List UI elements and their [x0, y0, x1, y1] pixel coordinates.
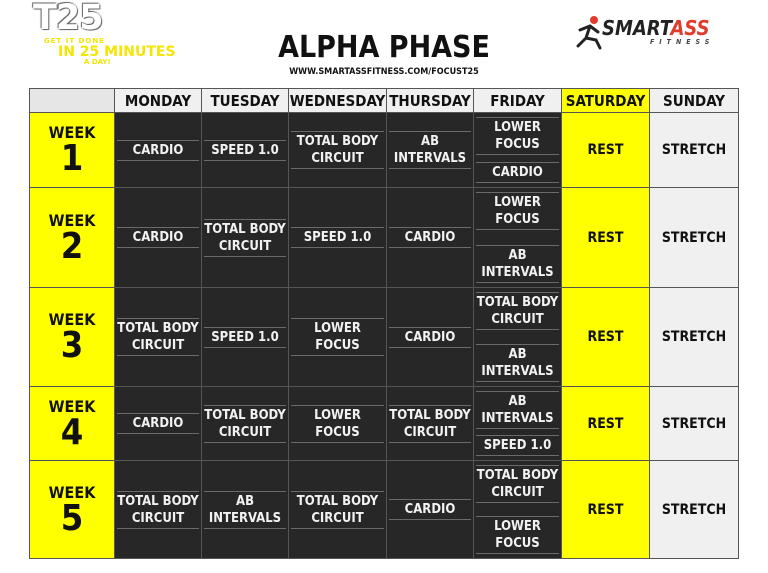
rest-cell-saturday: REST: [562, 113, 650, 188]
week-number: 5: [60, 497, 84, 539]
workout-label: AB INTERVALS: [389, 131, 471, 169]
workout-label: AB INTERVALS: [476, 391, 559, 429]
workout-cell-wednesday: [289, 188, 387, 288]
workout-cell-friday: [474, 387, 562, 461]
workout-label: TOTAL BODY CIRCUIT: [204, 219, 286, 257]
workout-label: TOTAL BODY CIRCUIT: [389, 405, 471, 443]
rest-cell-saturday: REST: [562, 387, 650, 461]
workout-label: LOWER FOCUS: [291, 405, 384, 443]
week-row-5: [30, 461, 739, 559]
rest-cell-saturday: REST: [562, 461, 650, 559]
week-cell: [30, 461, 115, 559]
schedule-table: [29, 88, 739, 559]
workout-label: AB INTERVALS: [476, 344, 559, 382]
workout-label: AB INTERVALS: [476, 245, 559, 283]
workout-cell-wednesday: [289, 113, 387, 188]
col-header-thursday: THURSDAY: [387, 89, 474, 113]
workout-cell-monday: [115, 387, 202, 461]
week-cell: [30, 188, 115, 288]
workout-label: LOWER FOCUS: [476, 117, 559, 155]
stretch-cell-sunday: STRETCH: [650, 387, 739, 461]
col-header-monday: MONDAY: [115, 89, 202, 113]
workout-cell-friday: [474, 461, 562, 559]
week-row-4: [30, 387, 739, 461]
week-label: WEEK: [48, 123, 96, 142]
smartass-logo-word-a: SMART: [602, 16, 671, 40]
workout-label: SPEED 1.0: [476, 435, 559, 456]
workout-label: CARDIO: [389, 327, 471, 348]
workout-label: CARDIO: [476, 162, 559, 183]
workout-label: LOWER FOCUS: [291, 318, 384, 356]
workout-label: LOWER FOCUS: [476, 192, 559, 230]
week-row-1: [30, 113, 739, 188]
rest-cell-saturday: REST: [562, 188, 650, 288]
col-header-wednesday: WEDNESDAY: [289, 89, 387, 113]
workout-label: CARDIO: [117, 227, 199, 248]
week-cell: [30, 288, 115, 387]
stretch-cell-sunday: STRETCH: [650, 461, 739, 559]
stretch-cell-sunday: STRETCH: [650, 288, 739, 387]
t25-tagline-line1: GET IT DONE: [44, 37, 105, 45]
workout-label: TOTAL BODY CIRCUIT: [291, 491, 384, 529]
week-number: 2: [60, 225, 84, 267]
workout-cell-tuesday: [202, 188, 289, 288]
page-url: WWW.SMARTASSFITNESS.COM/FOCUST25: [289, 67, 479, 77]
week-row-2: [30, 188, 739, 288]
week-label: WEEK: [48, 210, 96, 230]
workout-cell-thursday: [387, 188, 474, 288]
workout-label: TOTAL BODY CIRCUIT: [204, 405, 286, 443]
week-label: WEEK: [48, 310, 96, 329]
workout-cell-tuesday: [202, 461, 289, 559]
workout-label: AB INTERVALS: [204, 491, 286, 529]
workout-cell-thursday: [387, 288, 474, 387]
smartass-logo-word-b: ASS: [670, 16, 710, 40]
workout-label: TOTAL BODY CIRCUIT: [291, 131, 384, 169]
workout-label: TOTAL BODY CIRCUIT: [476, 465, 559, 503]
workout-cell-monday: [115, 188, 202, 288]
workout-label: SPEED 1.0: [204, 140, 286, 161]
week-number: 4: [60, 411, 84, 453]
week-number: 1: [60, 138, 84, 179]
workout-label: TOTAL BODY CIRCUIT: [117, 491, 199, 529]
week-number: 3: [60, 325, 84, 366]
workout-cell-wednesday: [289, 288, 387, 387]
header-corner: [30, 89, 115, 113]
workout-cell-wednesday: [289, 461, 387, 559]
workout-cell-monday: [115, 461, 202, 559]
runner-icon: [574, 14, 604, 50]
week-cell: [30, 387, 115, 461]
page-title: ALPHA PHASE: [278, 30, 490, 65]
rest-cell-saturday: REST: [562, 288, 650, 387]
workout-label: CARDIO: [389, 499, 471, 520]
t25-tagline-line3: A DAY!: [84, 58, 111, 66]
workout-cell-tuesday: [202, 288, 289, 387]
col-header-tuesday: TUESDAY: [202, 89, 289, 113]
workout-label: TOTAL BODY CIRCUIT: [117, 318, 199, 356]
smartass-logo-sub: FITNESS: [650, 38, 715, 46]
stretch-cell-sunday: STRETCH: [650, 113, 739, 188]
workout-label: SPEED 1.0: [291, 227, 384, 248]
stretch-cell-sunday: STRETCH: [650, 188, 739, 288]
workout-cell-monday: [115, 113, 202, 188]
workout-cell-monday: [115, 288, 202, 387]
t25-tagline-line2: IN 25 MINUTES: [58, 44, 176, 60]
t25-logo-brand: T25: [33, 0, 103, 38]
col-header-sunday: SUNDAY: [650, 89, 739, 113]
week-label: WEEK: [48, 396, 96, 416]
workout-label: TOTAL BODY CIRCUIT: [476, 292, 559, 330]
workout-cell-friday: [474, 288, 562, 387]
col-header-friday: FRIDAY: [474, 89, 562, 113]
workout-label: SPEED 1.0: [204, 327, 286, 348]
smartass-fitness-logo: [574, 14, 734, 54]
smartass-logo-word: [602, 16, 710, 40]
workout-cell-thursday: [387, 461, 474, 559]
workout-cell-tuesday: [202, 387, 289, 461]
workout-cell-thursday: [387, 113, 474, 188]
workout-cell-friday: [474, 188, 562, 288]
workout-cell-thursday: [387, 387, 474, 461]
workout-label: CARDIO: [117, 140, 199, 161]
header-row: [30, 89, 739, 113]
workout-label: CARDIO: [117, 413, 199, 434]
workout-label: LOWER FOCUS: [476, 516, 559, 554]
workout-cell-tuesday: [202, 113, 289, 188]
week-label: WEEK: [48, 482, 96, 502]
week-row-3: [30, 288, 739, 387]
workout-label: CARDIO: [389, 227, 471, 248]
col-header-saturday: SATURDAY: [562, 89, 650, 113]
week-cell: [30, 113, 115, 188]
workout-cell-friday: [474, 113, 562, 188]
workout-cell-wednesday: [289, 387, 387, 461]
